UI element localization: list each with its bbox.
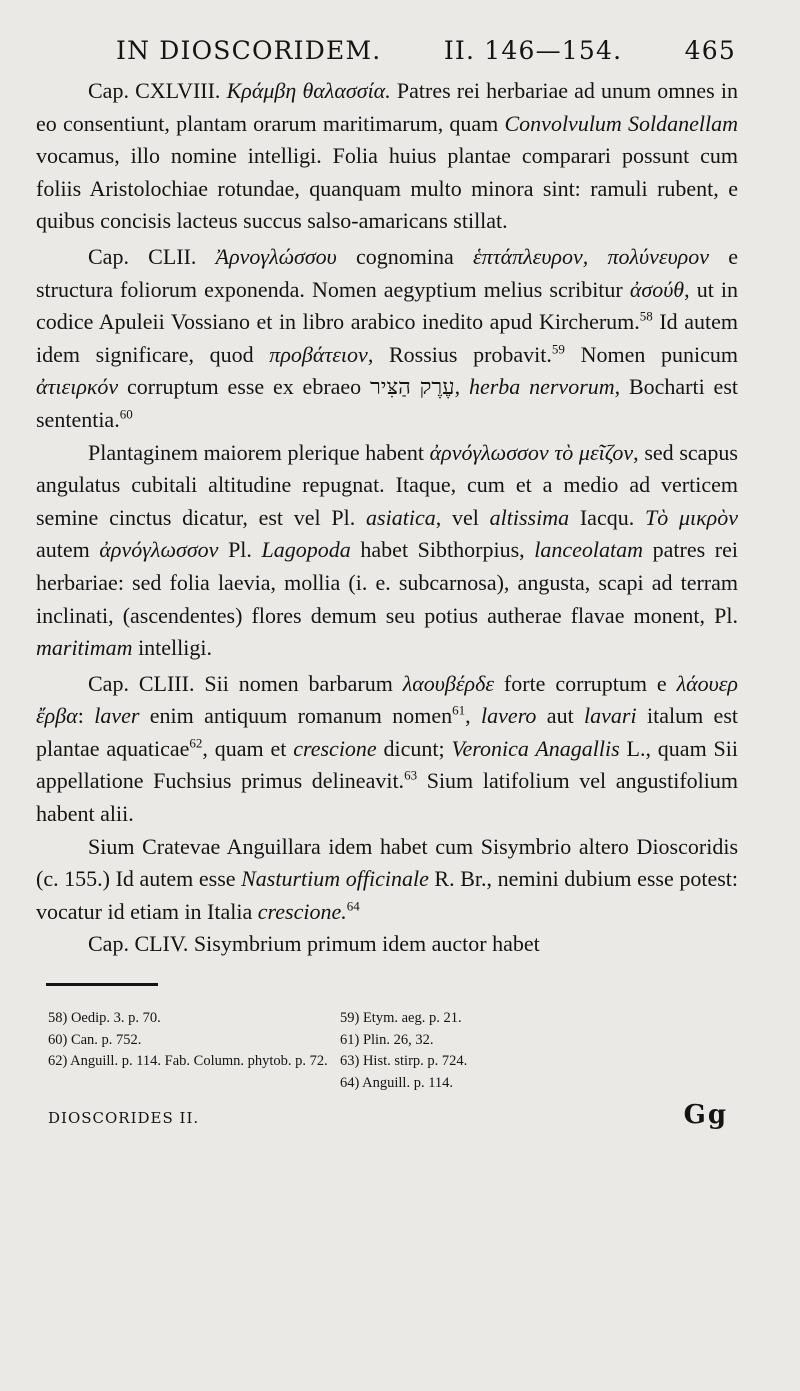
greek-term: ἑπτάπλευρον, πολύνευρον — [473, 243, 709, 269]
italic-term: Veronica Anagallis — [451, 735, 620, 761]
text-run: italum est plantae aquaticae — [36, 703, 738, 761]
text-run: Cap. CLII. — [88, 243, 216, 269]
main-text — [36, 75, 738, 961]
footnote: 58) Oedip. 3. p. 70. — [48, 1010, 161, 1027]
greek-term: Ἀρνογλώσσου — [215, 243, 337, 269]
text-run: , quam et — [202, 735, 294, 761]
text-run: , Bocharti est sententia. — [36, 374, 738, 432]
paragraph — [36, 668, 738, 831]
text-run: Sium latifolium vel angustifolium habent alii. — [36, 768, 738, 827]
footnote: 63) Hist. stirp. p. 724. — [340, 1053, 468, 1070]
italic-term: lavero — [481, 703, 537, 729]
greek-term: ἀσούθ — [629, 276, 685, 302]
text-run: , ut in codice Apuleii Vossiano et in libro arabico inedito apud Kircherum. — [36, 276, 738, 335]
text-run: , — [465, 703, 482, 729]
footnotes — [36, 1008, 738, 1094]
signature-mark: Gg — [683, 1100, 728, 1131]
footnote-ref: 60 — [119, 406, 133, 422]
italic-term: maritimam — [36, 635, 133, 661]
paragraph — [36, 75, 738, 238]
text-run: cognomina — [336, 243, 473, 269]
greek-term: προβάτειον — [269, 341, 368, 367]
text-run: habet Sibthorpius, — [350, 537, 535, 563]
text-run: Cap. CXLVIII. — [88, 78, 227, 103]
italic-term: lanceolatam — [534, 537, 644, 563]
footnote-ref: 64 — [346, 898, 360, 914]
footnote: 61) Plin. 26, 32. — [340, 1031, 434, 1048]
paragraph — [36, 241, 738, 437]
footnote: 59) Etym. aeg. p. 21. — [340, 1010, 462, 1027]
text-run: Id autem idem significare, quod — [36, 309, 738, 367]
text-run: Pl. — [218, 537, 262, 563]
text-run: intelligi. — [132, 635, 213, 661]
paragraph — [36, 928, 738, 961]
footnote-rule — [46, 983, 158, 986]
italic-term: herba nervorum — [468, 374, 615, 400]
text-run: forte corruptum e — [494, 670, 677, 696]
text-run: : — [77, 703, 95, 729]
text-run: Sium Cratevae Anguillara idem habet cum Sisymbrio altero Dioscoridis (c. 155.) Id autem esse — [36, 833, 738, 892]
header-range: II. 146—154. — [443, 36, 623, 65]
footnote: 60) Can. p. 752. — [48, 1031, 142, 1048]
text-run: e structura foliorum exponenda. Nomen aegyptium melius scribitur — [36, 243, 738, 302]
italic-term: crescione. — [257, 898, 347, 924]
signature: DIOSCORIDES II. — [48, 1109, 200, 1128]
text-run: vocamus, illo nomine intelligi. Folia huius plantae comparari possunt cum foliis Aristolochiae rotundae, quanquam multo minora sint: ramuli rubent, e quibus concisis lacteus succus salso-amaricans stillat. — [36, 143, 738, 234]
italic-term: Convolvulum Soldanellam — [504, 110, 738, 136]
text-run: enim antiquum romanum nomen — [139, 703, 453, 729]
footnote-ref: 58 — [639, 308, 653, 324]
paragraph — [36, 437, 738, 665]
greek-term: ἀρνόγλωσσον — [99, 537, 219, 563]
footnote-ref: 63 — [404, 768, 418, 784]
greek-term: Τὸ μικρὸν — [644, 504, 739, 530]
paragraph — [36, 831, 738, 929]
page-number: 465 — [684, 36, 736, 65]
text-run: Nomen punicum — [564, 341, 738, 367]
header-title: IN DIOSCORIDEM. — [116, 36, 382, 65]
greek-term: ἀρνόγλωσσον τὸ μεῖζον — [429, 439, 634, 465]
text-run: R. Br., nemini dubium esse potest: vocatur id etiam in Italia — [36, 866, 739, 924]
text-run: , Rossius probavit. — [367, 341, 552, 367]
italic-term: crescione — [293, 735, 377, 761]
running-head — [36, 36, 738, 65]
footnote-ref: 59 — [551, 341, 565, 357]
italic-term: Nasturtium officinale — [241, 866, 429, 892]
italic-term: asiatica — [366, 504, 436, 530]
text-run: patres rei herbariae: sed folia laevia, mollia (i. e. subcarnosa), angusta, scapi ad terram inclinati, (ascendentes) flores demum seu potius autherae flavae monent, Pl. — [36, 537, 738, 628]
footnote: 64) Anguill. p. 114. — [340, 1074, 454, 1091]
text-run: , — [454, 374, 469, 400]
text-run: autem — [36, 537, 100, 563]
hebrew-term: עֶרֶק הַצִּיר — [370, 374, 455, 400]
text-run: corruptum esse ex ebraeo — [118, 374, 370, 400]
text-run: Cap. CLIII. Sii nomen barbarum — [88, 670, 403, 696]
greek-term: λάουερ ἔρβα — [36, 670, 738, 729]
greek-term: λαουβέρδε — [402, 670, 494, 696]
text-run: L., quam Sii appellatione Fuchsius primus delineavit. — [36, 735, 738, 794]
text-run: dicunt; — [376, 735, 452, 761]
footnote-ref: 61 — [452, 702, 466, 718]
italic-term: lavari — [584, 703, 637, 729]
italic-term: Lagopoda — [261, 537, 351, 563]
footnote: 62) Anguill. p. 114. Fab. Column. phytob. p. 72. — [48, 1053, 328, 1070]
text-run: , sed scapus angulatus cubitali altitudine repugnat. Itaque, cum et a medio ad verticem semine cinctus dicatur, est vel Pl. — [36, 439, 738, 530]
greek-term: ἀτιειρκόν — [36, 374, 119, 400]
footnote-ref: 62 — [189, 735, 203, 751]
text-run: Plantaginem maiorem plerique habent — [88, 439, 430, 465]
italic-term: altissima — [489, 504, 570, 530]
page-footer — [36, 1100, 738, 1130]
text-run: , vel — [435, 504, 490, 530]
text-run: aut — [536, 703, 585, 729]
text-run: Cap. CLIV. Sisymbrium primum idem auctor habet — [88, 931, 540, 957]
greek-term: Κράμβη θαλασσία. — [226, 78, 391, 103]
text-run: Iacqu. — [569, 504, 645, 530]
italic-term: laver — [94, 703, 140, 729]
text-run: Patres rei herbariae ad unum omnes in eo consentiunt, plantam orarum maritimarum, quam — [36, 78, 738, 136]
footnote-spacer — [48, 1073, 340, 1095]
